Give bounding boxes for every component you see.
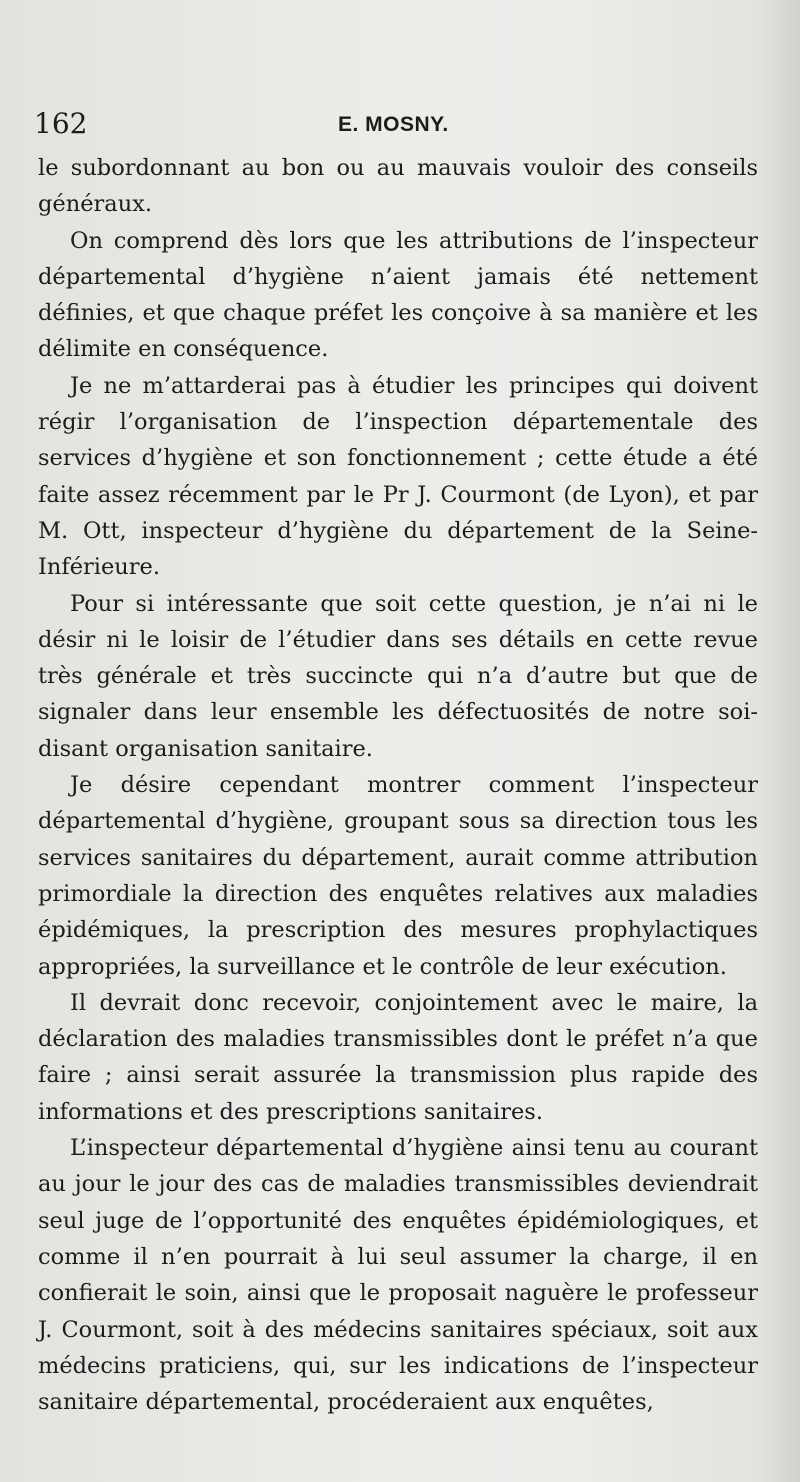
paragraph: Je ne m’attarderai pas à étudier les principes qui doivent régir l’organisation de l’inspection départementale des services d’hygiène et son fonctionnement ; cette étude a été faite assez récemment par le Pr J. Courmont (de Lyon), et par M. Ott, inspecteur d’hygiène du département de la Seine-Inférieure. (38, 372, 758, 581)
paragraph: Il devrait donc recevoir, conjointement avec le maire, la déclaration des maladies transmissibles dont le préfet n’a que faire ; ainsi serait assurée la transmission plus rapide des informations et des prescriptions sanitaires. (38, 989, 758, 1125)
page-number: 162 (34, 107, 88, 140)
paragraph: On comprend dès lors que les attributions de l’inspecteur départemental d’hygiène n’aient jamais été nettement définies, et que chaque préfet les conçoive à sa manière et les délimite en conséquence. (38, 227, 758, 363)
running-head (34, 106, 760, 142)
paragraph: Pour si intéressante que soit cette question, je n’ai ni le désir ni le loisir de l’étudier dans ses détails en cette revue très générale et très succincte qui n’a d’autre but que de signaler dans leur ensemble les défectuosités de notre soi-disant organisation sanitaire. (38, 590, 758, 762)
body-text (38, 150, 758, 1420)
paragraph: Je désire cependant montrer comment l’inspecteur départemental d’hygiène, groupant sous sa direction tous les services sanitaires du département, aurait comme attribution primordiale la direction des enquêtes relatives aux maladies épidémiques, la prescription des mesures prophylactiques appropriées, la surveillance et le contrôle de leur exécution. (38, 772, 758, 980)
running-head-author: E. MOSNY. (338, 113, 449, 136)
paragraph: le subordonnant au bon ou au mauvais vouloir des conseils généraux. (38, 155, 758, 218)
paragraph: L’inspecteur départemental d’hygiène ainsi tenu au courant au jour le jour des cas de maladies transmissibles deviendrait seul juge de l’opportunité des enquêtes épidémiologiques, et comme il n’en pourrait à lui seul assumer la charge, il en confierait le soin, ainsi que le proposait naguère le professeur J. Courmont, soit à des médecins sanitaires spéciaux, soit aux médecins praticiens, qui, sur les indications de l’inspecteur sanitaire départemental, procéderaient aux enquêtes, (38, 1135, 758, 1416)
